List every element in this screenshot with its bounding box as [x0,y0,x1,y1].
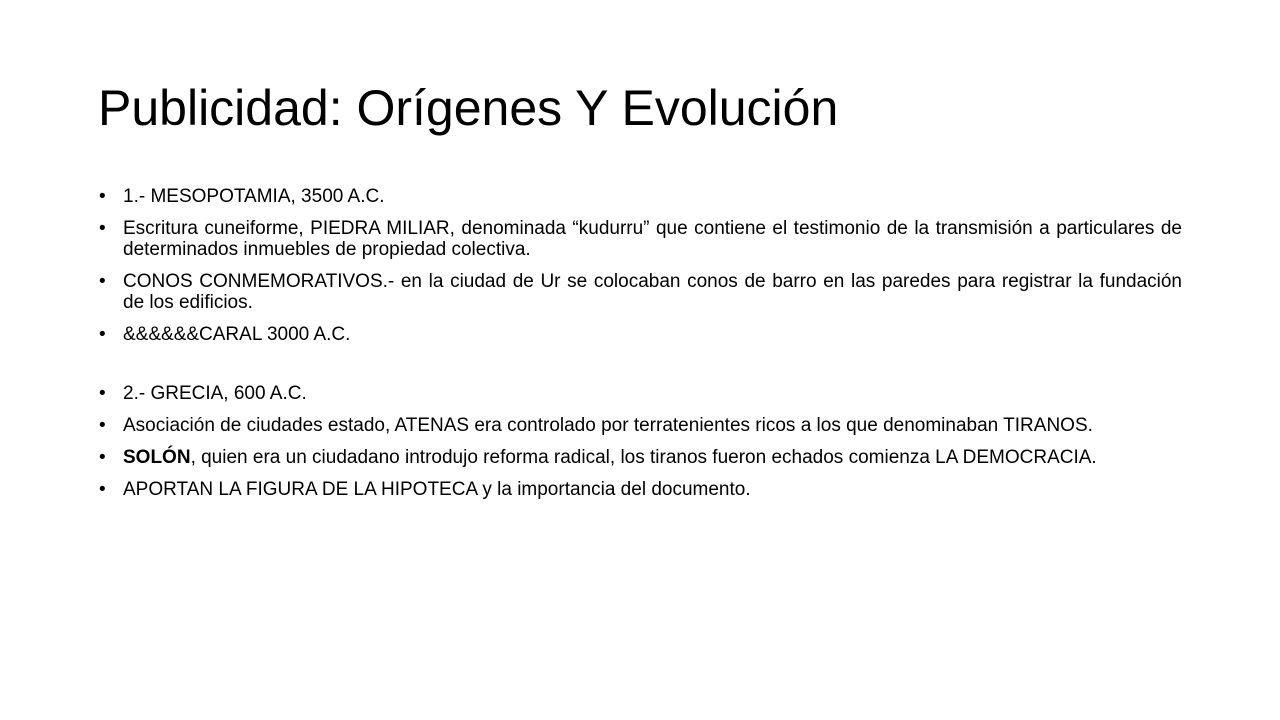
bullet-item [98,218,1182,260]
bullet-dot-icon: • [99,479,106,500]
bullet-text: 1.- MESOPOTAMIA, 3500 A.C. [123,186,385,207]
bullet-text: APORTAN LA FIGURA DE LA HIPOTECA y la importancia del documento. [123,479,751,500]
bullet-bold-lead: SOLÓN [123,447,191,468]
bullet-dot-icon: • [99,415,106,436]
bullet-dot-icon: • [99,383,106,404]
bullet-dot-icon: • [99,218,106,239]
bullet-text: 2.- GRECIA, 600 A.C. [123,383,307,404]
bullet-item [98,479,1182,500]
bullet-dot-icon: • [99,186,106,207]
bullet-text: Escritura cuneiforme, PIEDRA MILIAR, denominada “kudurru” que contiene el testimonio de la transmisión a particulares de determinados inmuebles de propiedad colectiva. [123,218,1182,260]
bullet-item [98,447,1182,468]
bullet-item [98,415,1182,436]
bullet-text: CONOS CONMEMORATIVOS.- en la ciudad de Ur se colocaban conos de barro en las paredes para registrar la fundación de los edificios. [123,271,1182,313]
bullet-text: &&&&&&CARAL 3000 A.C. [123,324,351,345]
bullet-item [98,186,1182,207]
bullet-text: Asociación de ciudades estado, ATENAS era controlado por terratenientes ricos a los que denominaban TIRANOS. [123,415,1093,436]
bullet-text [123,447,1182,468]
bullet-dot-icon: • [99,324,106,345]
bullet-list [98,186,1182,511]
bullet-item [98,383,1182,404]
bullet-dot-icon: • [99,271,106,292]
slide-title: Publicidad: Orígenes Y Evolución [98,80,839,136]
bullet-text-rest: , quien era un ciudadano introdujo reforma radical, los tiranos fueron echados comienza LA DEMOCRACIA. [190,447,1097,468]
bullet-item [98,271,1182,313]
bullet-dot-icon: • [99,447,106,468]
bullet-item [98,324,1182,345]
